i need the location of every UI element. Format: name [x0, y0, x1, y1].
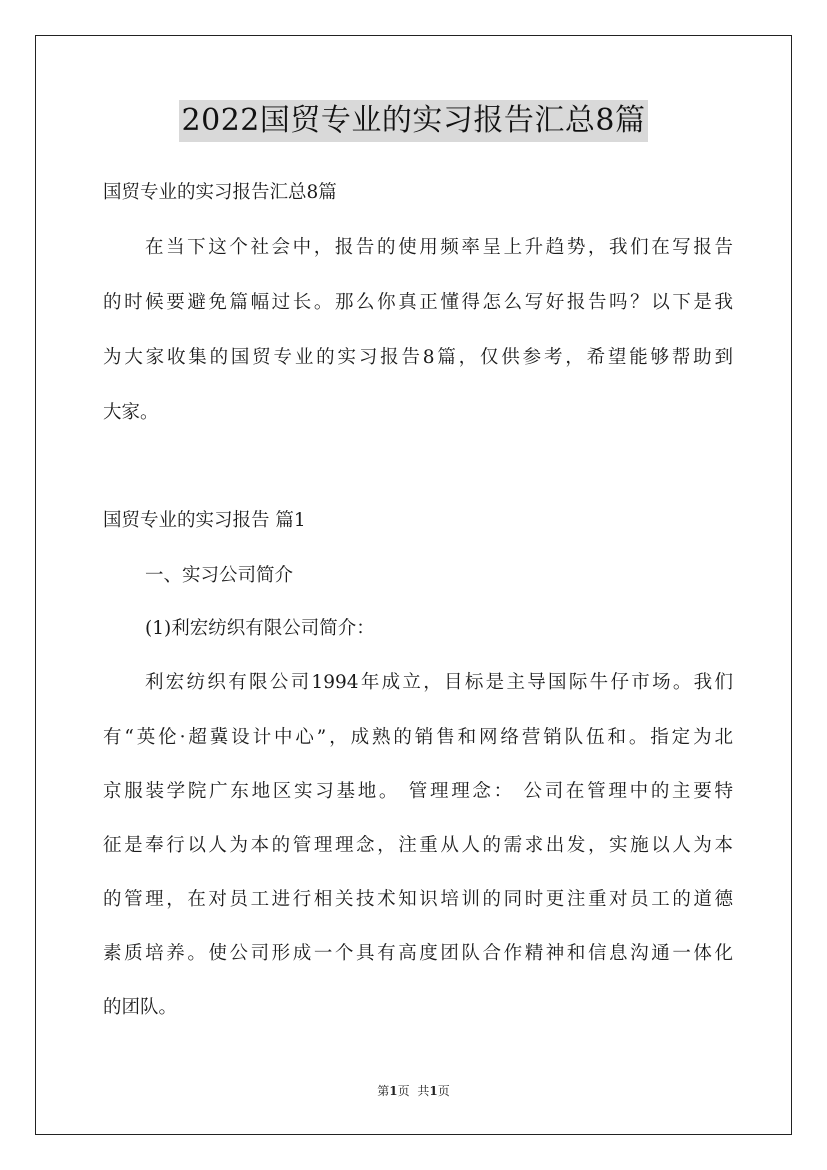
- body-line-1: 利宏纺织有限公司1994年成立，目标是主导国际牛仔市场。我们: [145, 672, 733, 693]
- footer-page-number: 1: [389, 1084, 398, 1098]
- section-heading: 国贸专业的实习报告 篇1: [103, 510, 306, 531]
- page-footer: [0, 1083, 827, 1099]
- body-line-6: 素质培养。使公司形成一个具有高度团队合作精神和信息沟通一体化: [103, 943, 733, 964]
- section1-heading: 一、实习公司简介: [145, 565, 294, 586]
- intro-line-3: 为大家收集的国贸专业的实习报告8篇，仅供参考，希望能够帮助到: [103, 347, 733, 368]
- footer-total-prefix: 共: [417, 1084, 430, 1098]
- document-title: 2022国贸专业的实习报告汇总8篇: [179, 100, 649, 142]
- footer-total-number: 1: [429, 1084, 438, 1098]
- intro-line-4: 大家。: [103, 402, 159, 423]
- intro-line-2: 的时候要避免篇幅过长。那么你真正懂得怎么写好报告吗？以下是我: [103, 292, 733, 313]
- body-line-7: 的团队。: [103, 997, 178, 1018]
- footer-page-suffix: 页: [397, 1084, 410, 1098]
- footer-total-suffix: 页: [437, 1084, 450, 1098]
- title-wrap: [0, 100, 827, 142]
- body-line-5: 的管理，在对员工进行相关技术知识培训的同时更注重对员工的道德: [103, 889, 733, 910]
- body-line-4: 征是奉行以人为本的管理理念，注重从人的需求出发，实施以人为本: [103, 835, 733, 856]
- body-line-2: 有“英伦·超冀设计中心”，成熟的销售和网络营销队伍和。指定为北: [103, 727, 733, 748]
- footer-page-prefix: 第: [377, 1084, 390, 1098]
- intro-line-1: 在当下这个社会中，报告的使用频率呈上升趋势，我们在写报告: [145, 237, 733, 258]
- sub-heading: (1)利宏纺织有限公司简介：: [145, 618, 375, 639]
- body-line-3: 京服装学院广东地区实习基地。 管理理念： 公司在管理中的主要特: [103, 781, 733, 802]
- subtitle: 国贸专业的实习报告汇总8篇: [103, 182, 337, 203]
